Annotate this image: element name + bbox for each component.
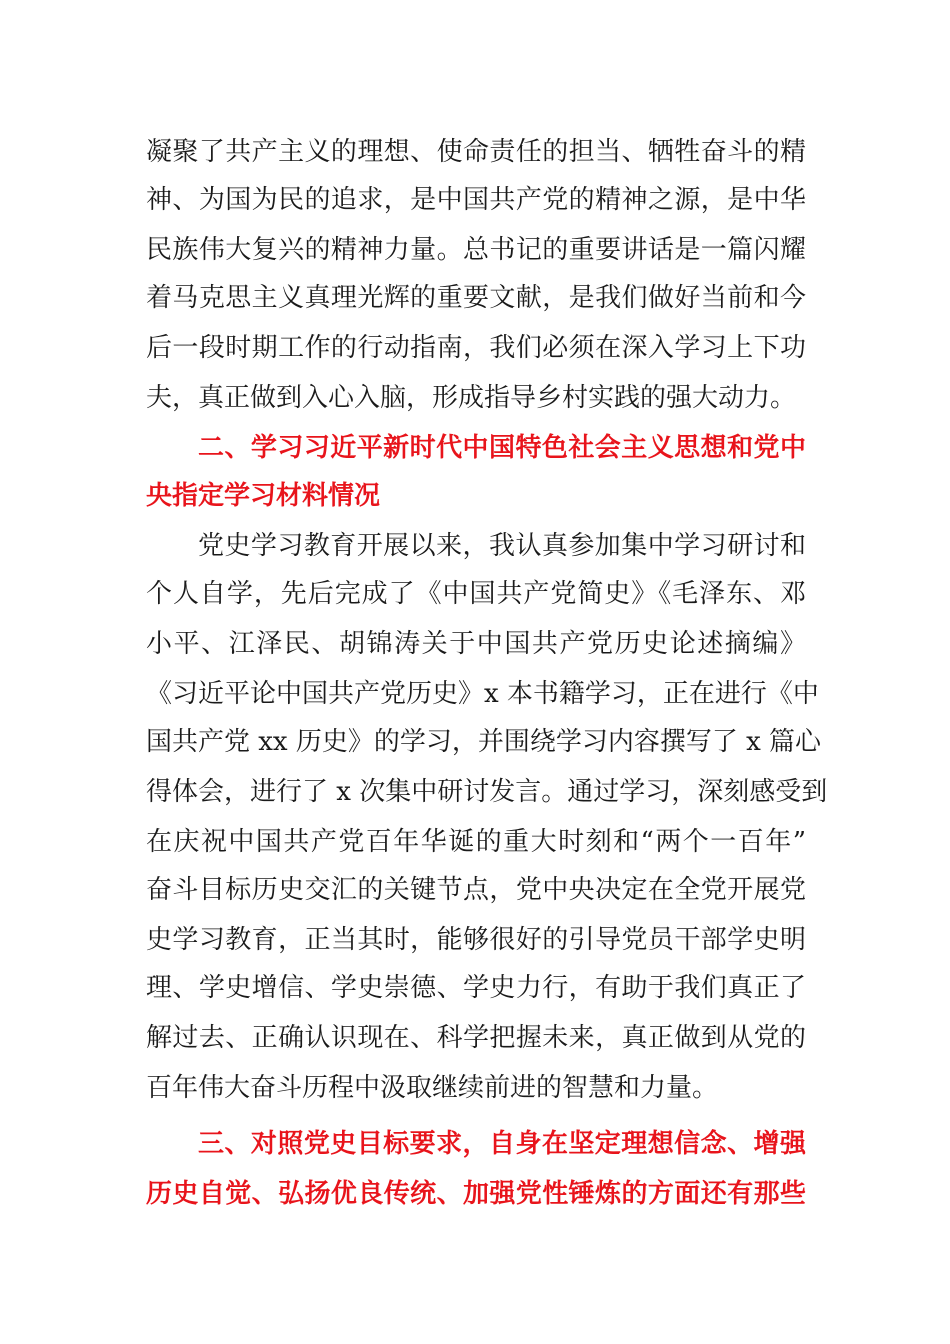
paragraph-line: 百年伟大奋斗历程中汲取继续前进的智慧和力量。 bbox=[146, 1073, 719, 1103]
paragraph-line: 个人自学，先后完成了《中国共产党简史》《毛泽东、邓 bbox=[146, 579, 806, 609]
paragraph-line: 在庆祝中国共产党百年华诞的重大时刻和“两个一百年” bbox=[146, 827, 806, 857]
paragraph-line: 理、学史增信、学史崇德、学史力行，有助于我们真正了 bbox=[146, 973, 806, 1003]
paragraph-line: 《习近平论中国共产党历史》x 本书籍学习，正在进行《中 bbox=[146, 679, 819, 709]
paragraph-line: 小平、江泽民、胡锦涛关于中国共产党历史论述摘编》 bbox=[146, 629, 806, 659]
heading-line: 历史自觉、弘扬优良传统、加强党性锤炼的方面还有那些 bbox=[146, 1179, 806, 1209]
paragraph-line: 奋斗目标历史交汇的关键节点，党中央决定在全党开展党 bbox=[146, 875, 806, 905]
paragraph-line: 凝聚了共产主义的理想、使命责任的担当、牺牲奋斗的精 bbox=[146, 137, 806, 167]
heading-line: 三、对照党史目标要求，自身在坚定理想信念、增强 bbox=[198, 1129, 806, 1159]
paragraph-line: 国共产党 xx 历史》的学习，并围绕学习内容撰写了 x 篇心 bbox=[146, 727, 822, 757]
paragraph-line: 着马克思主义真理光辉的重要文献，是我们做好当前和今 bbox=[146, 283, 806, 313]
paragraph-line: 史学习教育，正当其时，能够很好的引导党员干部学史明 bbox=[146, 925, 806, 955]
heading-line: 二、学习习近平新时代中国特色社会主义思想和党中 bbox=[198, 433, 806, 463]
paragraph-line: 解过去、正确认识现在、科学把握未来，真正做到从党的 bbox=[146, 1023, 806, 1053]
paragraph-line: 党史学习教育开展以来，我认真参加集中学习研讨和 bbox=[198, 531, 806, 561]
heading-line: 央指定学习材料情况 bbox=[146, 481, 381, 511]
paragraph-line: 神、为国为民的追求，是中国共产党的精神之源，是中华 bbox=[146, 185, 806, 215]
paragraph-line: 夫，真正做到入心入脑，形成指导乡村实践的强大动力。 bbox=[146, 383, 797, 413]
paragraph-line: 得体会，进行了 x 次集中研讨发言。通过学习，深刻感受到 bbox=[146, 777, 828, 807]
paragraph-line: 民族伟大复兴的精神力量。总书记的重要讲话是一篇闪耀 bbox=[146, 235, 806, 265]
paragraph-line: 后一段时期工作的行动指南，我们必须在深入学习上下功 bbox=[146, 333, 806, 363]
